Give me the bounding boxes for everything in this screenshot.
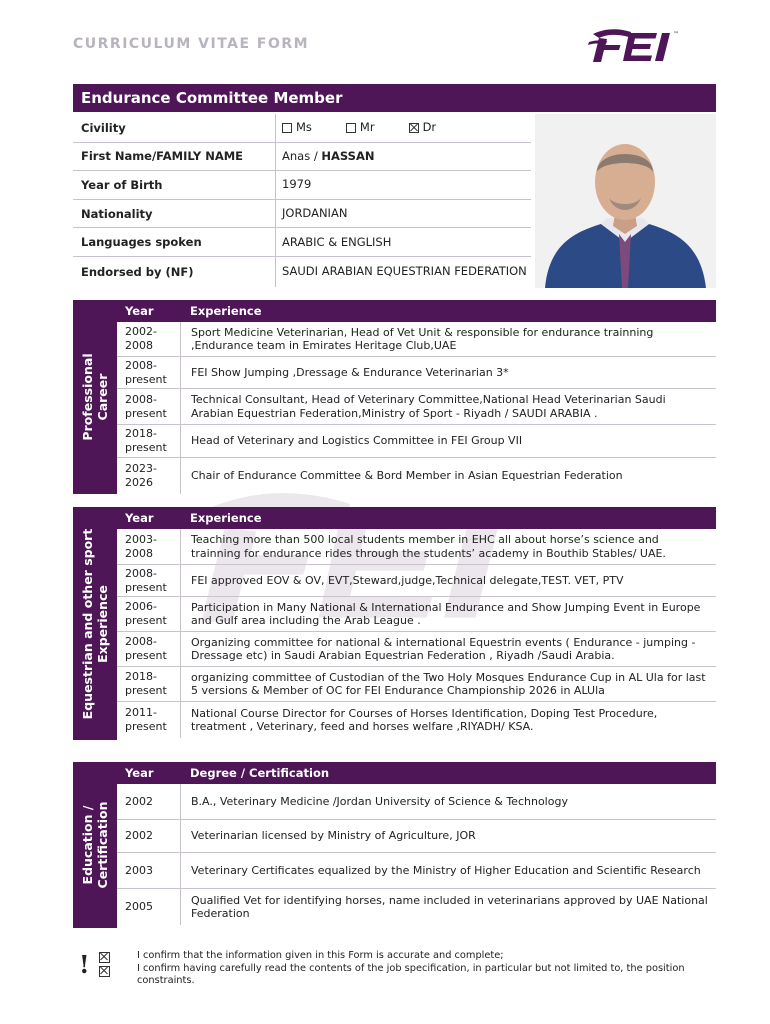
fei-logo xyxy=(585,24,705,66)
table-row xyxy=(117,784,716,820)
row-year: 2023- 2026 xyxy=(125,462,157,489)
option-label: Ms xyxy=(296,120,312,135)
confirm-read-checkbox[interactable] xyxy=(99,966,110,977)
equestrian-experience-side xyxy=(73,507,117,740)
row-text: Sport Medicine Veterinarian, Head of Vet Unit & responsible for endurance trainning ,Endurance team in Emirates Heritage Club,UAE xyxy=(180,322,716,356)
option-label: Dr xyxy=(422,120,437,135)
col-degree: Degree / Certification xyxy=(190,766,330,780)
birth-row xyxy=(73,171,531,200)
row-year: 2018- present xyxy=(125,670,167,697)
table-row xyxy=(117,529,716,565)
row-year: 2008- present xyxy=(125,358,167,386)
row-year: 2018- present xyxy=(125,427,167,454)
nationality-row xyxy=(73,200,531,229)
civility-option-dr[interactable] xyxy=(409,121,437,134)
confirmation-text xyxy=(137,950,697,988)
form-title: CURRICULUM VITAE FORM xyxy=(73,36,310,52)
family-name: HASSAN xyxy=(321,148,375,163)
civility-row xyxy=(73,114,531,143)
birth-label: Year of Birth xyxy=(81,177,163,192)
col-experience: Experience xyxy=(190,304,262,318)
equestrian-experience-section xyxy=(117,507,716,738)
row-text: Organizing committee for national & international Equestrin events ( Endurance - jumping - Dressage etc) in Saudi Arabian Equestrian Federation , Riyadh /Saudi Arabia. xyxy=(180,632,716,666)
col-year: Year xyxy=(125,766,154,780)
row-text: Veterinary Certificates equalized by the Ministry of Higher Education and Scientific Research xyxy=(180,853,716,888)
confirm-checkboxes xyxy=(99,952,114,977)
row-year: 2002 xyxy=(125,794,153,808)
profile-photo xyxy=(535,114,716,288)
languages-label: Languages spoken xyxy=(81,235,202,250)
row-text: Technical Consultant, Head of Veterinary Committee,National Head Veterinarian Saudi Arabian Equestrian Federation,Ministry of Sport - Riyadh / SAUDI ARABIA . xyxy=(180,389,716,424)
professional-career-section xyxy=(117,300,716,494)
first-name: Anas / xyxy=(282,148,322,163)
row-year: 2008- present xyxy=(125,635,167,662)
committee-header: Endurance Committee Member xyxy=(73,84,716,112)
personal-info-table xyxy=(73,114,531,287)
warning-mark-icon: ! xyxy=(79,950,90,979)
nationality-label: Nationality xyxy=(81,206,153,221)
row-year: 2008- present xyxy=(125,392,167,420)
table-row xyxy=(117,702,716,738)
row-year: 2002- 2008 xyxy=(125,325,157,352)
row-text: Participation in Many National & International Endurance and Show Jumping Event in Europe and Gulf area including the Arab League . xyxy=(180,597,716,631)
equestrian-header xyxy=(117,507,716,529)
education-header xyxy=(117,762,716,784)
civility-options xyxy=(275,114,531,142)
endorsed-row xyxy=(73,257,531,287)
row-year: 2003- 2008 xyxy=(125,532,157,560)
name-row xyxy=(73,143,531,172)
row-year: 2011- present xyxy=(125,706,167,733)
civility-label: Civility xyxy=(81,120,126,135)
table-row xyxy=(117,565,716,597)
table-row xyxy=(117,667,716,702)
endorsed-value: SAUDI ARABIAN EQUESTRIAN FEDERATION xyxy=(275,257,531,287)
table-row xyxy=(117,889,716,925)
option-label: Mr xyxy=(359,120,375,135)
table-row xyxy=(117,597,716,632)
table-row xyxy=(117,458,716,494)
checkbox-dr[interactable] xyxy=(409,123,419,133)
birth-value: 1979 xyxy=(275,171,531,199)
col-year: Year xyxy=(125,511,154,525)
table-row xyxy=(117,322,716,357)
table-row xyxy=(117,357,716,389)
row-year: 2002 xyxy=(125,829,153,842)
professional-career-side xyxy=(73,300,117,494)
languages-row xyxy=(73,228,531,257)
row-year: 2006- present xyxy=(125,600,167,627)
row-text: FEI Show Jumping ,Dressage & Endurance Veterinarian 3* xyxy=(180,357,716,388)
education-side-label: Education / Certification xyxy=(80,801,110,889)
checkbox-mr[interactable] xyxy=(346,123,356,133)
table-row xyxy=(117,389,716,425)
row-year: 2008- present xyxy=(125,566,167,594)
name-label: First Name/FAMILY NAME xyxy=(81,149,244,164)
row-text: B.A., Veterinary Medicine /Jordan University of Science & Technology xyxy=(180,784,716,819)
equestrian-side-label: Equestrian and other sport Experience xyxy=(80,528,110,719)
row-text: Qualified Vet for identifying horses, name included in veterinarians approved by UAE National Federation xyxy=(180,889,716,925)
table-row xyxy=(117,425,716,458)
name-value xyxy=(275,143,531,171)
endorsed-label: Endorsed by (NF) xyxy=(81,264,194,279)
education-side xyxy=(73,762,117,928)
civility-option-ms[interactable] xyxy=(282,121,312,134)
table-row xyxy=(117,820,716,853)
row-text: Chair of Endurance Committee & Bord Member in Asian Equestrian Federation xyxy=(180,458,716,494)
confirm-accurate-checkbox[interactable] xyxy=(99,952,110,963)
row-text: Veterinarian licensed by Ministry of Agriculture, JOR xyxy=(180,820,716,852)
table-row xyxy=(117,853,716,889)
education-section xyxy=(117,762,716,925)
confirm-line-2: I confirm having carefully read the contents of the job specification, in particular but not limited to, the position constraints. xyxy=(137,962,685,986)
row-text: organizing committee of Custodian of the Two Holy Mosques Endurance Cup in AL Ula for last 5 versions & Member of OC for FEI Endurance Championship 2026 in ALUla xyxy=(180,667,716,701)
row-text: National Course Director for Courses of Horses Identification, Doping Test Procedure, treatment , Veterinary, feed and horses welfare ,RIYADH/ KSA. xyxy=(180,702,716,738)
row-text: Teaching more than 500 local students member in EHC all about horse’s science and trainning for endurance rides through the students’ academy in Bouthib Stables/ UAE. xyxy=(180,529,716,564)
logo-tm: ™ xyxy=(673,31,679,38)
confirm-line-1: I confirm that the information given in this Form is accurate and complete; xyxy=(137,950,504,961)
civility-option-mr[interactable] xyxy=(346,121,375,134)
languages-value: ARABIC & ENGLISH xyxy=(275,228,531,256)
row-text: FEI approved EOV & OV, EVT,Steward,judge,Technical delegate,TEST. VET, PTV xyxy=(180,565,716,596)
row-year: 2005 xyxy=(125,900,153,913)
col-experience: Experience xyxy=(190,511,262,525)
col-year: Year xyxy=(125,304,154,318)
professional-header xyxy=(117,300,716,322)
checkbox-ms[interactable] xyxy=(282,123,292,133)
professional-side-label: Professional Career xyxy=(80,353,110,441)
nationality-value: JORDANIAN xyxy=(275,200,531,228)
row-year: 2003 xyxy=(125,863,153,877)
table-row xyxy=(117,632,716,667)
row-text: Head of Veterinary and Logistics Committee in FEI Group VII xyxy=(180,425,716,457)
